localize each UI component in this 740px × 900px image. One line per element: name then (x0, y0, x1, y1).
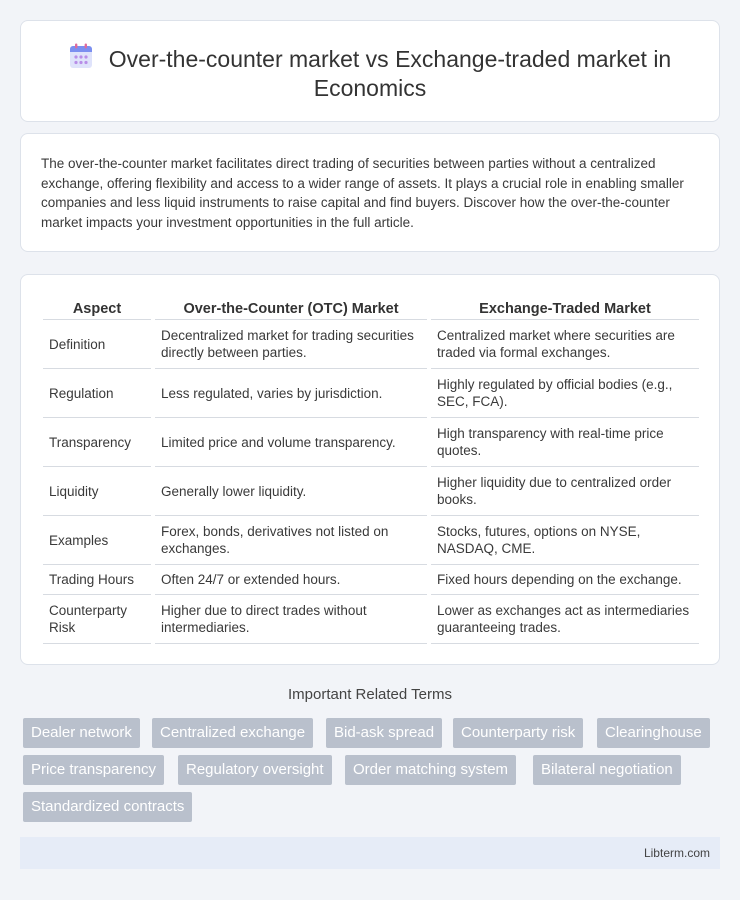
term-tag[interactable]: Counterparty risk (453, 718, 583, 748)
table-row (43, 595, 699, 644)
row-exchange: High transparency with real-time price quotes. (431, 418, 699, 467)
row-otc: Forex, bonds, derivatives not listed on exchanges. (155, 516, 427, 565)
document-icon (69, 43, 93, 69)
row-exchange: Lower as exchanges act as intermediaries guaranteeing trades. (431, 595, 699, 644)
term-tag[interactable]: Centralized exchange (152, 718, 313, 748)
table-row (43, 565, 699, 595)
term-tag[interactable]: Bilateral negotiation (533, 755, 681, 785)
footer (20, 837, 720, 869)
row-otc: Often 24/7 or extended hours. (155, 565, 427, 595)
table-row (43, 467, 699, 516)
table-row (43, 418, 699, 467)
row-exchange: Centralized market where securities are traded via formal exchanges. (431, 320, 699, 369)
footer-site-link[interactable]: Libterm.com (643, 846, 710, 860)
row-otc: Higher due to direct trades without intermediaries. (155, 595, 427, 644)
page-title: Over-the-counter market vs Exchange-traded market in Economics (108, 46, 672, 101)
page-title-wrap (21, 43, 719, 103)
row-exchange: Fixed hours depending on the exchange. (431, 565, 699, 595)
intro-card (20, 133, 720, 252)
table-header-row (43, 295, 699, 320)
term-tag[interactable]: Price transparency (23, 755, 164, 785)
comparison-table (43, 295, 699, 644)
row-otc: Limited price and volume transparency. (155, 418, 427, 467)
comparison-card (20, 274, 720, 665)
term-tag[interactable]: Dealer network (23, 718, 140, 748)
row-aspect: Trading Hours (43, 565, 151, 595)
term-tag[interactable]: Clearinghouse (597, 718, 710, 748)
related-terms-heading: Important Related Terms (288, 686, 452, 703)
table-row (43, 369, 699, 418)
row-exchange: Stocks, futures, options on NYSE, NASDAQ, CME. (431, 516, 699, 565)
term-tag[interactable]: Standardized contracts (23, 792, 192, 822)
row-aspect: Counterparty Risk (43, 595, 151, 644)
row-exchange: Highly regulated by official bodies (e.g., SEC, FCA). (431, 369, 699, 418)
row-exchange: Higher liquidity due to centralized order books. (431, 467, 699, 516)
title-card (20, 20, 720, 122)
term-tag[interactable]: Bid-ask spread (326, 718, 442, 748)
header-otc: Over-the-Counter (OTC) Market (155, 295, 427, 320)
row-aspect: Transparency (43, 418, 151, 467)
term-tag[interactable]: Order matching system (345, 755, 516, 785)
row-aspect: Liquidity (43, 467, 151, 516)
row-aspect: Regulation (43, 369, 151, 418)
table-row (43, 516, 699, 565)
row-aspect: Definition (43, 320, 151, 369)
row-otc: Decentralized market for trading securities directly between parties. (155, 320, 427, 369)
header-exchange: Exchange-Traded Market (431, 295, 699, 320)
row-otc: Generally lower liquidity. (155, 467, 427, 516)
row-otc: Less regulated, varies by jurisdiction. (155, 369, 427, 418)
row-aspect: Examples (43, 516, 151, 565)
term-tag[interactable]: Regulatory oversight (178, 755, 332, 785)
intro-text: The over-the-counter market facilitates direct trading of securities between parties without a centralized exchange, offering flexibility and access to a wider range of assets. It plays a crucial role in enabling smaller companies and less liquid instruments to raise capital and find buyers. Discover how the over-the-counter market impacts your investment opportunities in the full article. (41, 156, 684, 230)
header-aspect: Aspect (43, 295, 151, 320)
table-row (43, 320, 699, 369)
